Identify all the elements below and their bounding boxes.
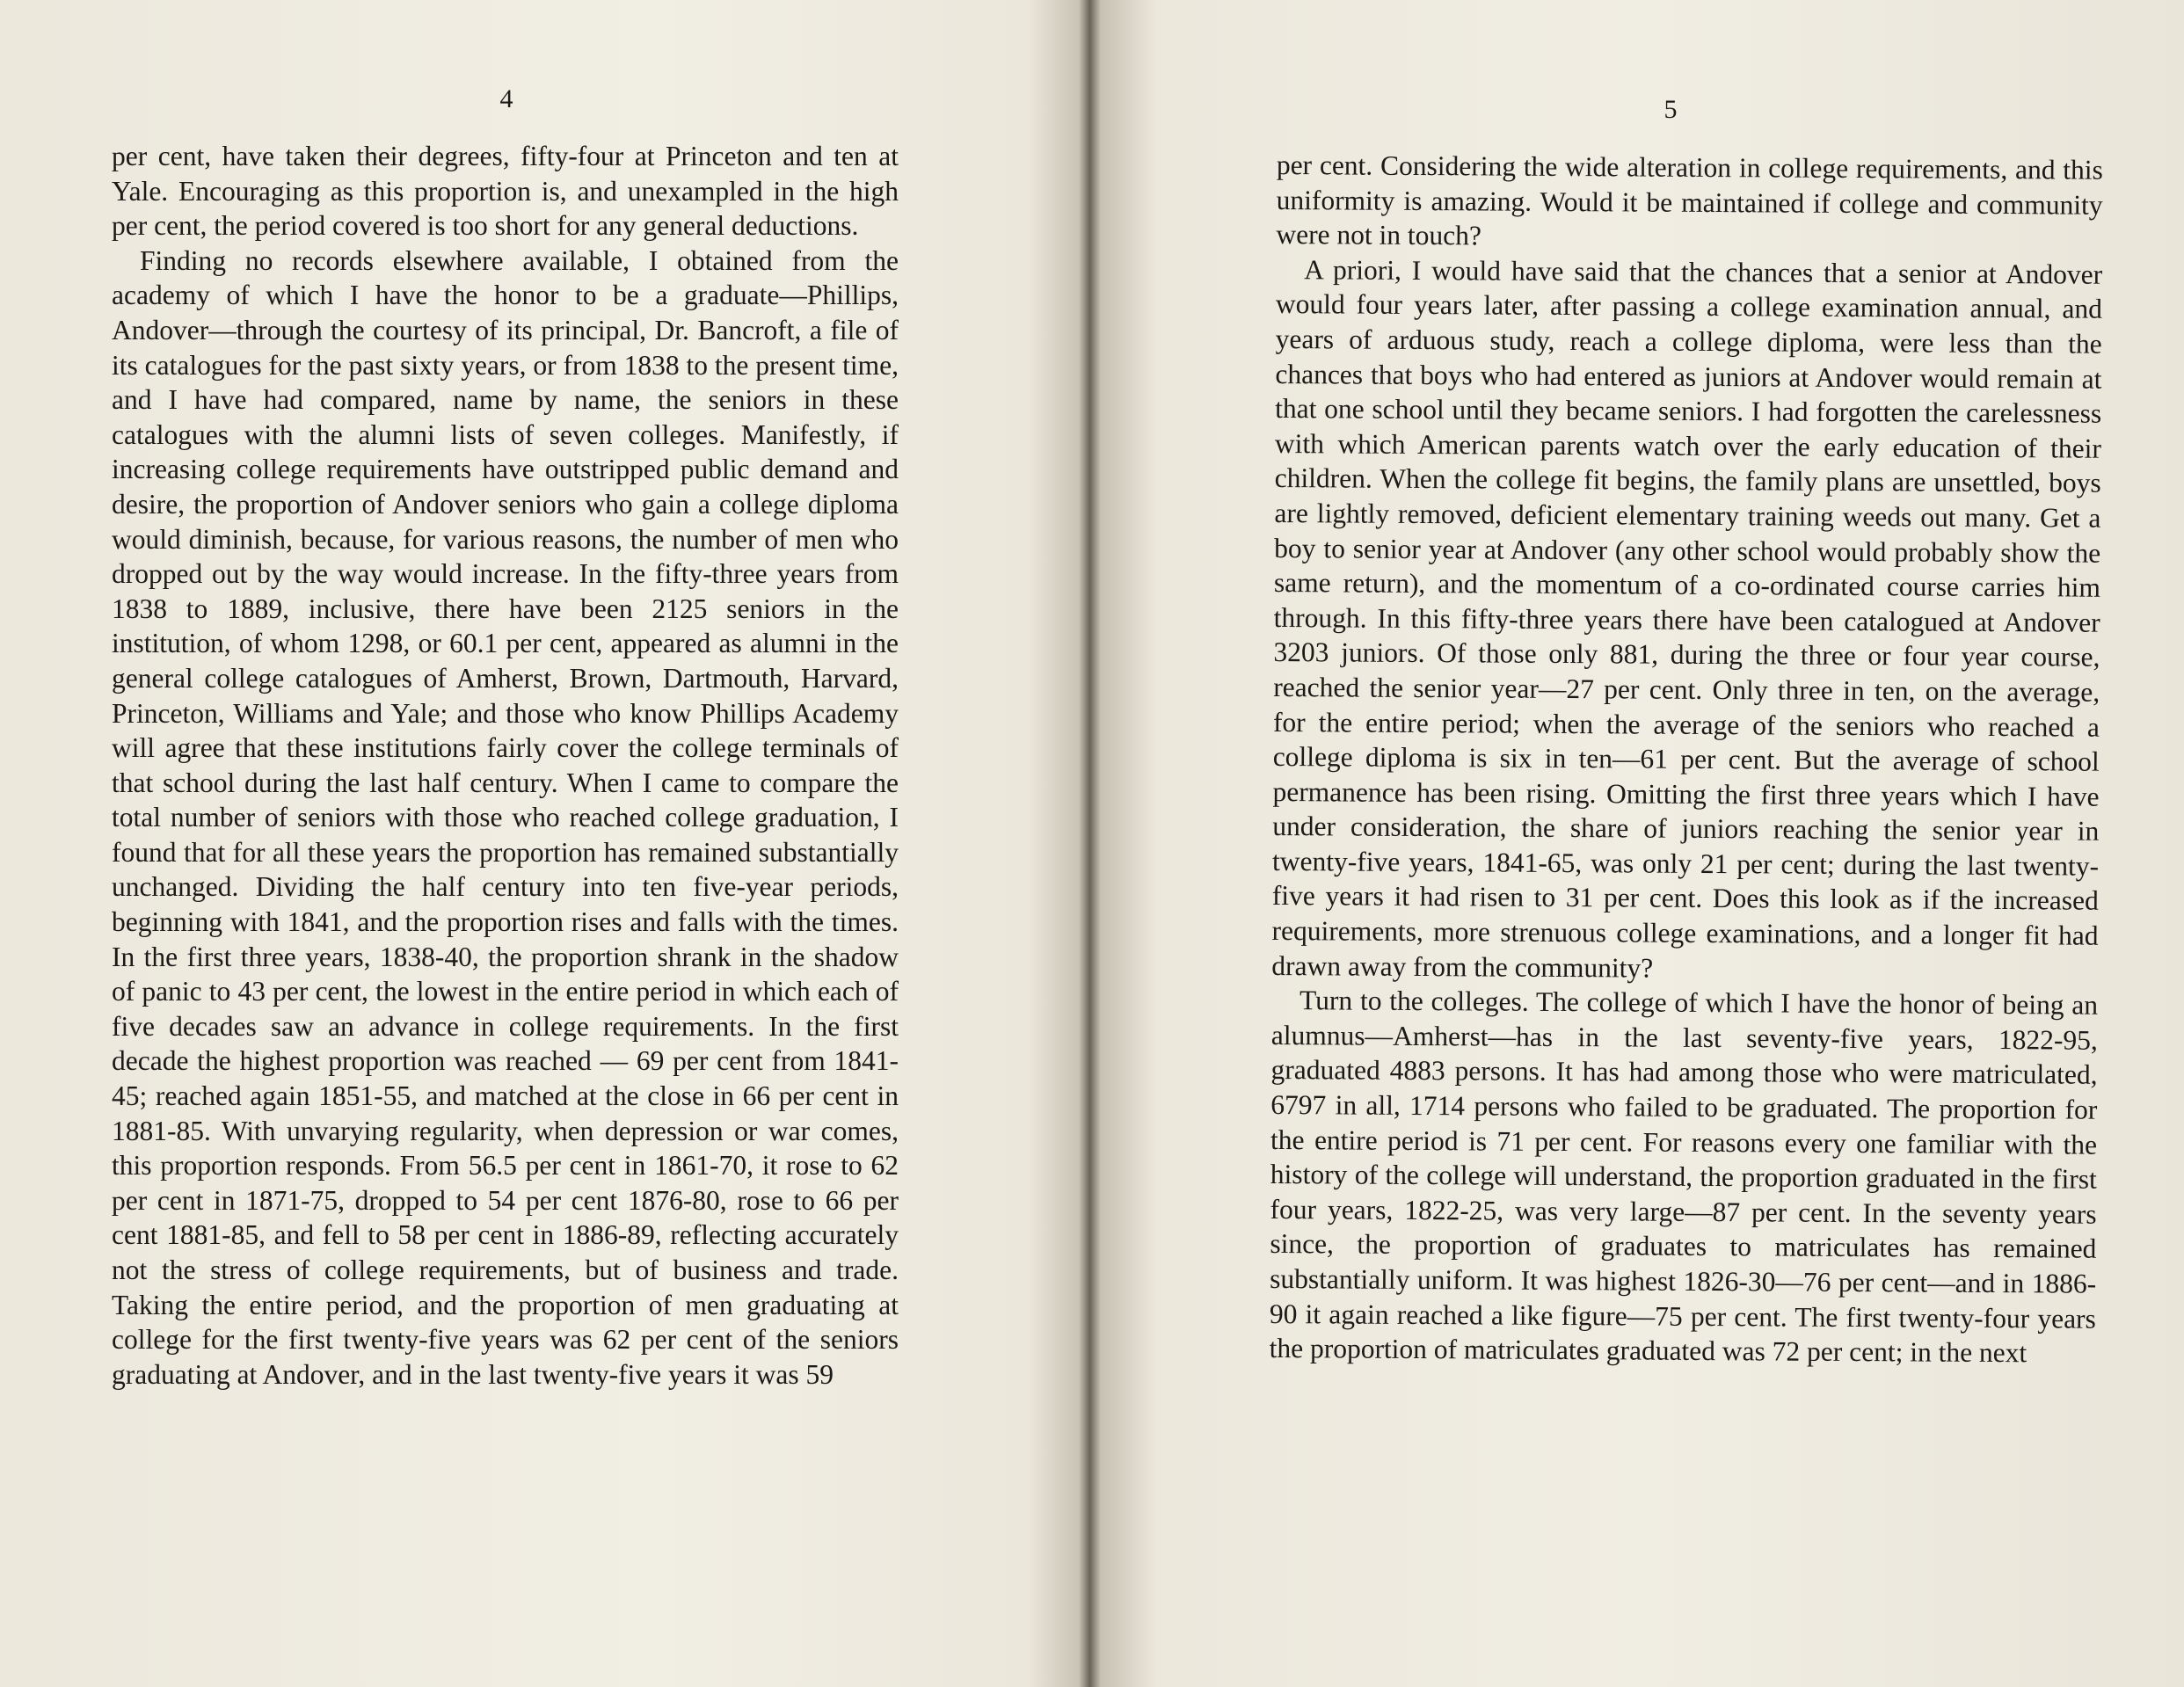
left-page-number: 4 — [499, 84, 513, 113]
paragraph: per cent, have taken their degrees, fifty-four at Princeton and ten at Yale. Encouraging as this proportion is, and unexampled in the high per cent, the period covered is too short for any general deductions. — [112, 141, 899, 242]
right-page — [1092, 0, 2184, 1687]
paragraph: Finding no records elsewhere available, I obtained from the academy of which I have the honor to be a graduate—Phillips, Andover—through the courtesy of its principal, Dr. Bancroft, a file of its catalogues for the past sixty years, or from 1838 to the present time, and I have had compared, name by name, the seniors in these catalogues with the alumni lists of seven colleges. Manifestly, if increasing college requirements have outstripped public demand and desire, the proportion of Andover seniors who gain a college diploma would diminish, because, for various reasons, the number of men who dropped out by the way would increase. In the fifty-three years from 1838 to 1889, inclusive, there have been 2125 seniors in the institution, of whom 1298, or 60.1 per cent, appeared as alumni in the general college catalogues of Amherst, Brown, Dartmouth, Harvard, Princeton, Williams and Yale; and those who know Phillips Academy will agree that these institutions fairly cover the college terminals of that school during the last half century. When I came to compare the total number of seniors with those who reached college graduation, I found that for all these years the proportion has remained substantially unchanged. Dividing the half century into ten five-year periods, beginning with 1841, and the proportion rises and falls with the times. In the first three years, 1838-40, the proportion shrank in the shadow of panic to 43 per cent, the lowest in the entire period in which each of five decades saw an advance in college requirements. In the first decade the highest proportion was reached — 69 per cent from 1841-45; reached again 1851-55, and matched at the close in 66 per cent in 1881-85. With unvarying regularity, when depression or war comes, this proportion responds. From 56.5 per cent in 1861-70, it rose to 62 per cent in 1871-75, dropped to 54 per cent 1876-80, rose to 66 per cent 1881-85, and fell to 58 per cent in 1886-89, reflecting accurately not the stress of college requirements, but of business and trade. Taking the entire period, and the proportion of men graduating at college for the first twenty-five years was 62 per cent of the seniors graduating at Andover, and in the last twenty-five years it was 59 — [112, 244, 899, 1390]
left-page-body — [112, 139, 899, 1392]
paragraph: A priori, I would have said that the chances that a senior at Andover would four years later, after passing a college examination annual, and years of arduous study, reach a college diploma, were less than the chances that boys who had entered as juniors at Andover would remain at that one school until they became seniors. I had forgotten the carelessness with which American parents watch over the early education of their children. When the college fit begins, the family plans are unsettled, boys are lightly removed, deficient elementary training weeds out many. Get a boy to senior year at Andover (any other school would probably show the same return), and the momentum of a co-ordinated course carries him through. In this fifty-three years there have been catalogued at Andover 3203 juniors. Of those only 881, during the three or four year course, reached the senior year—27 per cent. Only three in ten, on the average, for the entire period; when the average of the seniors who reached a college diploma is six in ten—61 per cent. But the average of school permanence has been rising. Omitting the first three years which I have under consideration, the share of juniors reaching the senior year in twenty-five years, 1841-65, was only 21 per cent; during the last twenty-five years it had risen to 31 per cent. Does this look as if the increased requirements, more strenuous college examinations, and a longer fit had drawn away from the community? — [1271, 253, 2103, 984]
paragraph: per cent. Considering the wide alteration in college requirements, and this uniformity is amazing. Would it be maintained if college and community were not in touch? — [1276, 149, 2103, 251]
paragraph: Turn to the colleges. The college of which I have the honor of being an alumnus—Amherst—has in the last seventy-five years, 1822-95, graduated 4883 persons. It has had among those who were matriculated, 6797 in all, 1714 persons who failed to be graduated. The proportion for the entire period is 71 per cent. For reasons every one familiar with the history of the college will understand, the proportion graduated in the first four years, 1822-25, was very large—87 per cent. In the seventy years since, the proportion of graduates to matriculates has remained substantially uniform. It was highest 1826-30—76 per cent—and in 1886-90 it again reached a like figure—75 per cent. The first twenty-four years the proportion of matriculates graduated was 72 per cent; in the next — [1269, 985, 2099, 1369]
right-page-body — [1270, 148, 2103, 1371]
right-page-number: 5 — [1663, 95, 1678, 124]
left-page — [0, 0, 1087, 1687]
